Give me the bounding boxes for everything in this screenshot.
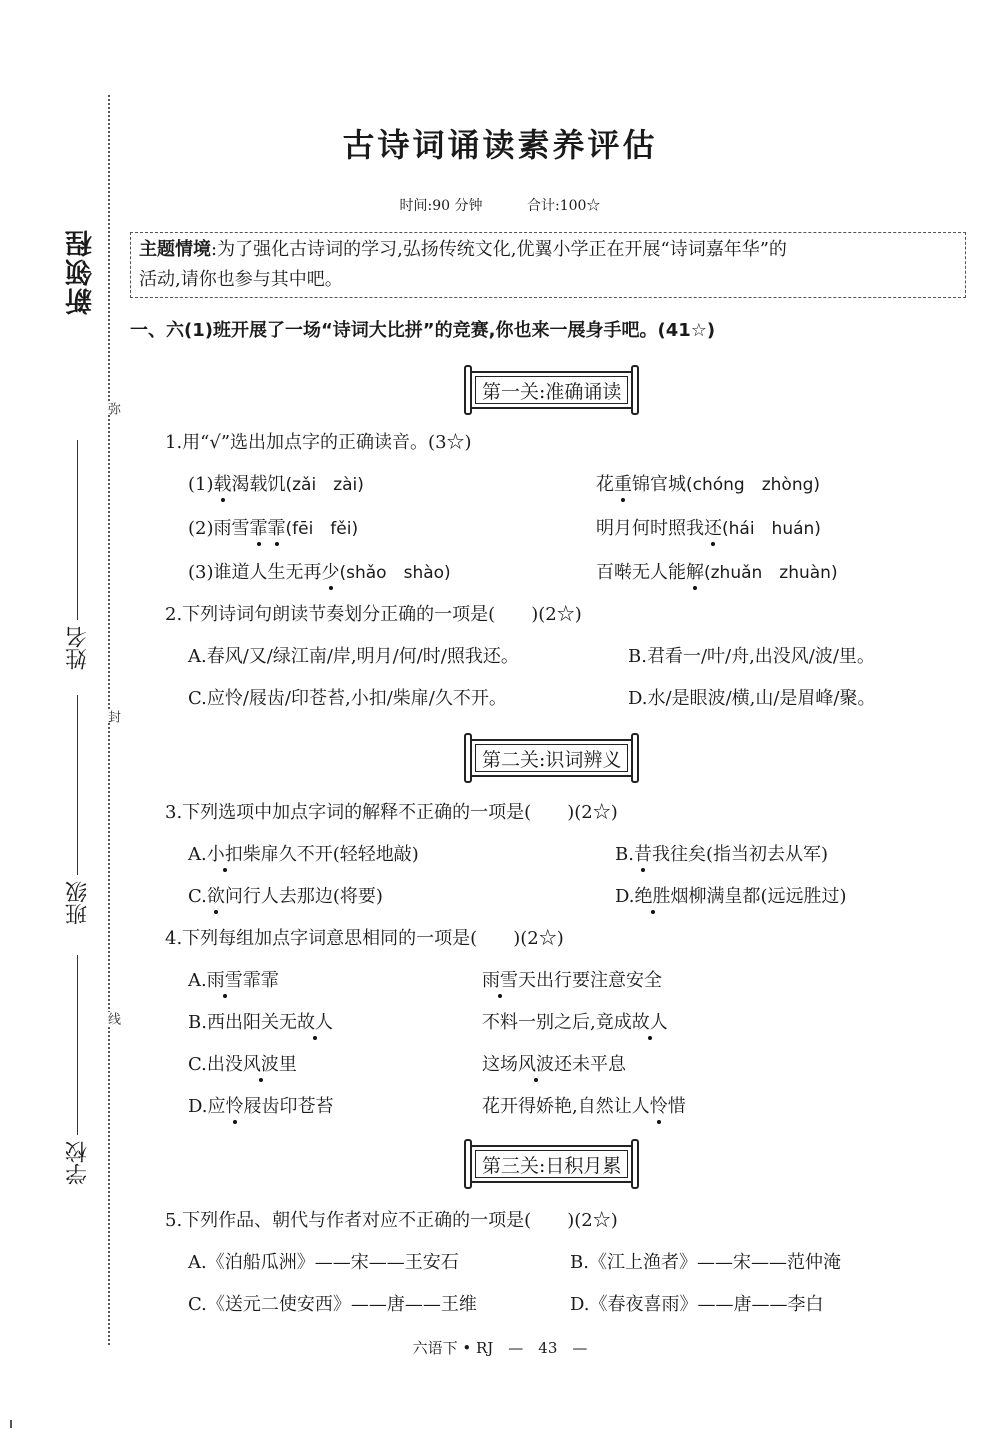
seal-mark-xian: 线 (105, 1012, 120, 1025)
dotted-word: 雨雪 (482, 970, 518, 991)
dotted-word: 欲 (206, 886, 225, 907)
dotted-word: 风波 (242, 1054, 279, 1075)
pinyin-options[interactable]: (zǎi zài) (285, 475, 364, 495)
level-1-banner (464, 364, 639, 416)
dotted-char: 霏 (267, 518, 286, 539)
q4-option-a-left[interactable] (188, 966, 279, 992)
text: B. (615, 844, 634, 865)
text: 锦官城 (632, 474, 686, 495)
page-footer: 六语下 • RJ — 43 — (412, 1339, 588, 1357)
text: 烟柳满皇都(远远胜过) (670, 886, 847, 907)
q3-option-c[interactable] (188, 882, 383, 908)
text: 我往矣(指当初去从军) (651, 844, 828, 865)
question-3-stem: 3.下列选项中加点字词的解释不正确的一项是( )(2☆) (165, 802, 618, 823)
dotted-word: 故人 (631, 1012, 668, 1033)
q5-option-b[interactable]: B.《江上渔者》——宋——范仲淹 (570, 1252, 841, 1273)
text: A. (188, 970, 207, 991)
q3-option-d[interactable] (615, 882, 847, 908)
pinyin-options[interactable]: (zhuǎn zhuàn) (704, 563, 838, 583)
dotted-char: 少 (321, 562, 340, 583)
text: C.出没 (188, 1054, 243, 1075)
level-3-banner (464, 1138, 639, 1190)
school-field[interactable] (58, 955, 98, 1185)
section-heading: 一、六(1)班开展了一场“诗词大比拼”的竞赛,你也来一展身手吧。(41☆) (130, 320, 716, 341)
time-limit: 时间:90 分钟 (399, 198, 483, 214)
q5-option-a[interactable]: A.《泊船瓜洲》——宋——王安石 (188, 1252, 459, 1273)
dotted-word: 绝胜 (634, 886, 671, 907)
dotted-char: 解 (686, 562, 704, 583)
dotted-word: 故人 (296, 1012, 333, 1033)
theme-box (130, 232, 966, 298)
q2-option-a[interactable]: A.春风/又/绿江南/岸,明月/何/时/照我还。 (188, 646, 519, 667)
dotted-word: 昔 (633, 844, 652, 865)
question-2-stem: 2.下列诗词句朗读节奏划分正确的一项是( )(2☆) (165, 604, 582, 625)
text: 渴载饥 (231, 474, 286, 495)
pinyin-options[interactable]: (shǎo shào) (339, 563, 451, 583)
exam-meta (0, 195, 1000, 215)
dotted-word: 怜 (225, 1096, 244, 1117)
total-score: 合计:100☆ (526, 198, 601, 214)
text: 天出行要注意安全 (518, 970, 662, 991)
text: D.应 (188, 1096, 226, 1117)
text: 惜 (667, 1096, 686, 1117)
seal-mark-feng: 封 (105, 710, 120, 723)
text: (3)谁道人生无再 (188, 562, 322, 583)
class-field[interactable] (58, 695, 98, 925)
q4-option-b-left[interactable] (188, 1008, 333, 1034)
text: 霏霏 (242, 970, 279, 991)
q5-option-c[interactable]: C.《送元二使安西》——唐——王维 (188, 1294, 477, 1315)
q1-row-2-right (596, 514, 821, 540)
q1-row-2-left (188, 514, 358, 540)
school-underline (78, 955, 79, 1135)
brand-logo-text: 新领程 (66, 228, 97, 315)
dotted-char: 载 (213, 474, 232, 495)
dotted-word: 小扣 (206, 844, 243, 865)
q4-option-c-right (482, 1050, 626, 1076)
question-1-stem: 1.用“√”选出加点字的正确读音。(3☆) (165, 432, 472, 453)
pinyin-options[interactable]: (chóng zhòng) (686, 475, 821, 495)
q5-option-d[interactable]: D.《春夜喜雨》——唐——李白 (570, 1294, 824, 1315)
text: 明月何时照我 (596, 518, 704, 539)
text: 百啭无人能 (596, 562, 686, 583)
text: 还未平息 (554, 1054, 626, 1075)
q1-row-1-left (188, 470, 364, 496)
text: 问行人去那边(将要) (224, 886, 383, 907)
q2-option-d[interactable]: D.水/是眼波/横,山/是眉峰/聚。 (628, 688, 876, 709)
q4-option-d-left[interactable] (188, 1092, 334, 1118)
level-1-label: 第一关:准确诵读 (482, 380, 622, 403)
name-field[interactable] (58, 440, 98, 670)
text: D. (615, 886, 635, 907)
text: 不料一别之后,竟成 (482, 1012, 632, 1033)
text: C. (188, 886, 207, 907)
seal-mark-mi: 弥 (105, 402, 120, 415)
theme-label: 主题情境 (139, 239, 211, 260)
dotted-word: 雨雪 (206, 970, 243, 991)
text: (2)雨雪 (188, 518, 250, 539)
text: 花 (596, 474, 614, 495)
q4-option-a-right (482, 966, 662, 992)
theme-line-2: 活动,请你也参与其中吧。 (139, 269, 343, 290)
name-label: 姓名 (65, 626, 91, 670)
question-5-stem: 5.下列作品、朝代与作者对应不正确的一项是( )(2☆) (165, 1210, 618, 1231)
page-title: 古诗词诵读素养评估 (342, 126, 658, 164)
q2-option-b[interactable]: B.君看一/叶/舟,出没风/波/里。 (628, 646, 875, 667)
level-2-banner (464, 732, 639, 784)
text: B.西出阳关无 (188, 1012, 297, 1033)
q1-row-1-right (596, 470, 820, 496)
dotted-char: 重 (614, 474, 632, 495)
theme-line-1: :为了强化古诗词的学习,弘扬传统文化,优翼小学正在开展“诗词嘉年华”的 (211, 239, 787, 260)
q4-option-d-right (482, 1092, 686, 1118)
level-2-label: 第二关:识词辨义 (482, 748, 622, 771)
dotted-word: 风波 (518, 1054, 554, 1075)
pinyin-options[interactable]: (hái huán) (722, 519, 821, 539)
dotted-char: 霏 (249, 518, 268, 539)
q4-option-b-right (482, 1008, 668, 1034)
q1-row-3-right (596, 558, 838, 584)
text: 花开得娇艳,自然让人 (482, 1096, 650, 1117)
class-underline (78, 695, 79, 875)
text: 这场 (482, 1054, 518, 1075)
q3-option-a[interactable] (188, 840, 419, 866)
q3-option-b[interactable] (615, 840, 828, 866)
school-label: 学校 (65, 1141, 91, 1185)
text: A. (188, 844, 207, 865)
dotted-char: 还 (704, 518, 722, 539)
text: 柴扉久不开(轻轻地敲) (242, 844, 419, 865)
q1-row-3-left (188, 558, 451, 584)
text: 里 (278, 1054, 297, 1075)
name-underline (78, 440, 79, 620)
scan-speck (10, 1420, 12, 1428)
q2-option-c[interactable]: C.应怜/屐齿/印苍苔,小扣/柴扉/久不开。 (188, 688, 507, 709)
level-3-label: 第三关:日积月累 (482, 1154, 622, 1177)
text: (1) (188, 474, 214, 495)
q4-option-c-left[interactable] (188, 1050, 297, 1076)
class-label: 班级 (65, 881, 91, 925)
pinyin-options[interactable]: (fēi fěi) (285, 519, 359, 539)
text: 屐齿印苍苔 (243, 1096, 334, 1117)
dotted-word: 怜 (649, 1096, 668, 1117)
question-4-stem: 4.下列每组加点字词意思相同的一项是( )(2☆) (165, 928, 564, 949)
